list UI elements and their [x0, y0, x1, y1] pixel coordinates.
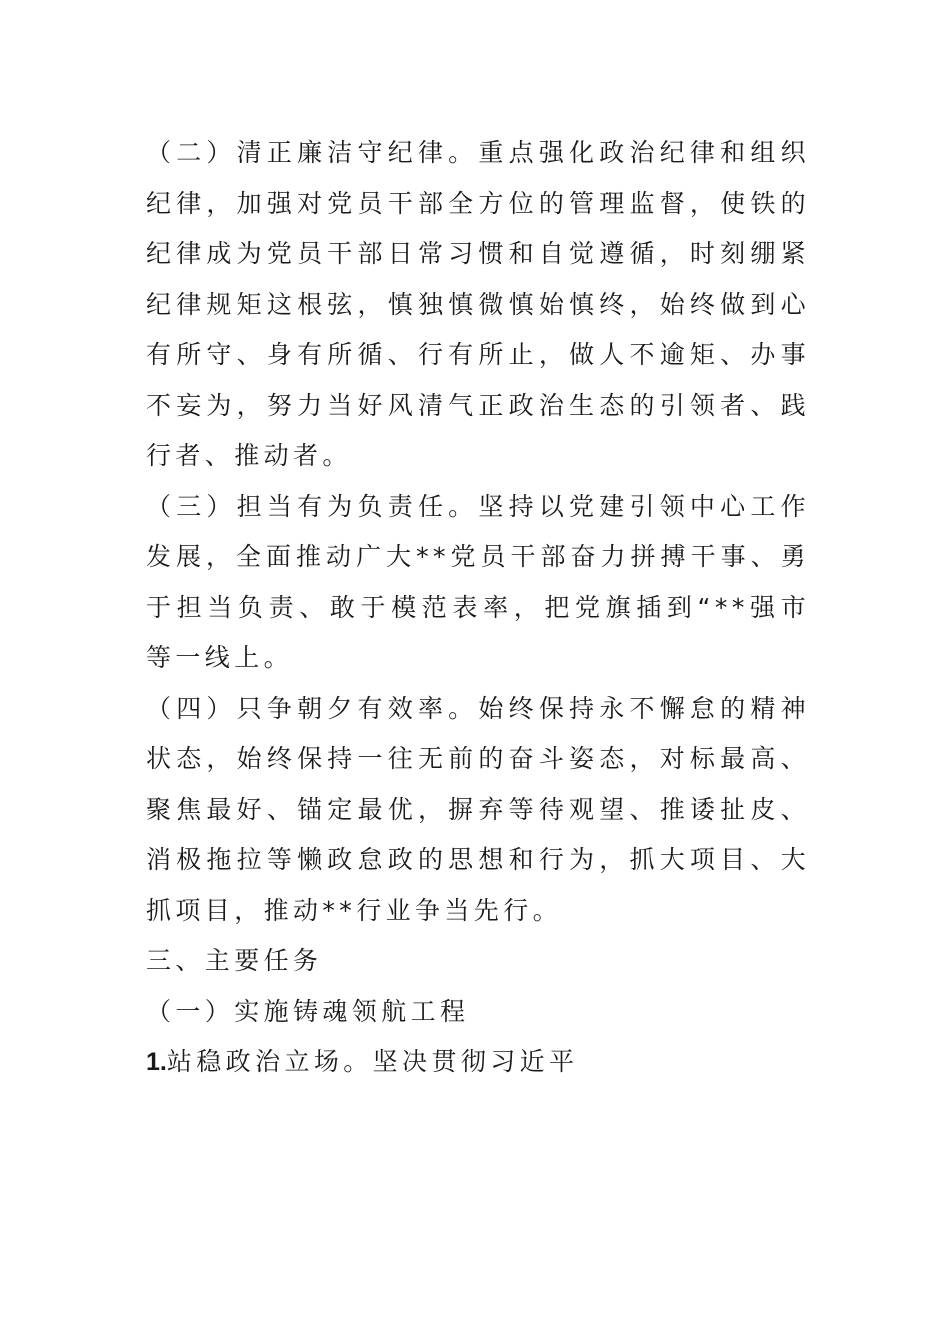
list-item-number: 1.: [146, 1048, 167, 1076]
paragraph-integrity-discipline: （二）清正廉洁守纪律。重点强化政治纪律和组织纪律，加强对党员干部全方位的管理监督，使铁的纪律成为党员干部日常习惯和自觉遵循，时刻绷紧纪律规矩这根弦，慎独慎微慎始慎终，始终做到心有所守、身有所循、行有所止，做人不逾矩、办事不妄为，努力当好风清气正政治生态的引领者、践行者、推动者。: [146, 138, 810, 470]
paragraph-efficiency: （四）只争朝夕有效率。始终保持永不懈怠的精神状态，始终保持一往无前的奋斗姿态，对标最高、聚焦最好、锚定最优，摒弃等待观望、推诿扯皮、消极拖拉等懒政怠政的思想和行为，抓大项目、大抓项目，推动**行业争当先行。: [146, 693, 810, 925]
document-body: [146, 128, 810, 1088]
subsection-heading-soul-project: （一）实施铸魂领航工程: [146, 996, 470, 1026]
list-item-political-stance: [146, 1037, 810, 1088]
paragraph-responsibility: （三）担当有为负责任。坚持以党建引领中心工作发展，全面推动广大**党员干部奋力拼搏干事、勇于担当负责、敢于模范表率，把党旗插到“**强市等一线上。: [146, 491, 810, 672]
list-item-text: 站稳政治立场。坚决贯彻习近平: [166, 1047, 579, 1076]
section-heading-main-tasks: 三、主要任务: [146, 946, 323, 975]
